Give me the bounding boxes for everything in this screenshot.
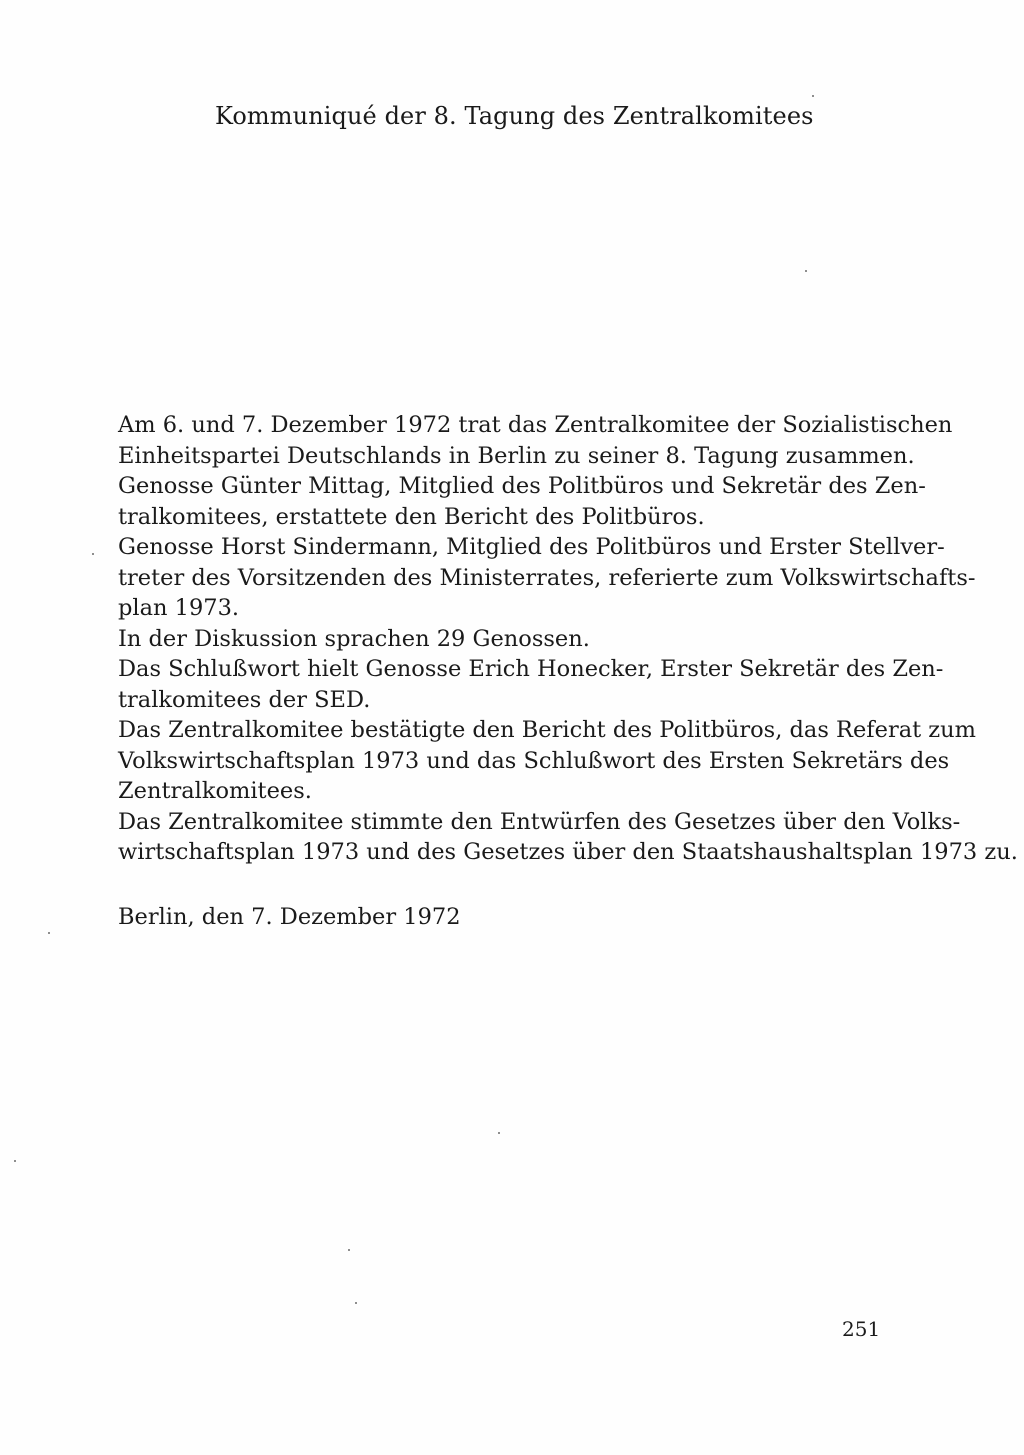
text-line: Zentralkomitees. (118, 778, 312, 804)
text-line: Am 6. und 7. Dezember 1972 trat das Zentralkomitee der Sozialistischen (118, 412, 953, 438)
text-line: plan 1973. (118, 595, 240, 621)
text-line: Das Zentralkomitee bestätigte den Bericht des Politbüros, das Referat zum (118, 717, 976, 743)
text-line: Volkswirtschaftsplan 1973 und das Schlußwort des Ersten Sekretärs des (118, 747, 950, 774)
paragraph-5 (118, 654, 944, 715)
text-line: Das Zentralkomitee stimmte den Entwürfen des Gesetzes über den Volks- (118, 808, 961, 835)
paragraph-6 (118, 715, 976, 807)
text-line: Einheitspartei Deutschlands in Berlin zu seiner 8. Tagung zusammen. (118, 442, 915, 469)
paragraph-1 (118, 410, 953, 471)
text-line: tralkomitees der SED. (118, 686, 371, 713)
scan-speck (498, 1132, 500, 1134)
paragraph-3 (118, 532, 976, 624)
scan-speck (14, 1160, 16, 1162)
scan-speck (805, 270, 807, 272)
text-line: Das Schlußwort hielt Genosse Erich Honecker, Erster Sekretär des Zen- (118, 656, 944, 682)
text-line: Genosse Günter Mittag, Mitglied des Politbüros und Sekretär des Zen- (118, 473, 926, 499)
scan-speck (92, 553, 94, 555)
page-title: Kommuniqué der 8. Tagung des Zentralkomitees (215, 102, 814, 130)
scan-speck (348, 1249, 350, 1251)
page-number: 251 (842, 1317, 881, 1341)
closing-date: Berlin, den 7. Dezember 1972 (118, 904, 461, 930)
paragraph-2 (118, 471, 926, 532)
paragraph-4 (118, 624, 898, 655)
text-line: tralkomitees, erstattete den Bericht des Politbüros. (118, 503, 705, 530)
scan-speck (812, 95, 814, 97)
text-line: In der Diskussion sprachen 29 Genossen. (118, 625, 590, 652)
text-line: Genosse Horst Sindermann, Mitglied des Politbüros und Erster Stellver- (118, 534, 945, 560)
scan-speck (355, 1302, 357, 1304)
paragraph-7 (118, 807, 1018, 868)
scan-speck (48, 932, 50, 934)
text-line: wirtschaftsplan 1973 und des Gesetzes über den Staatshaushaltsplan 1973 zu. (118, 839, 1018, 865)
text-line: treter des Vorsitzenden des Ministerrates, referierte zum Volkswirtschafts- (118, 564, 976, 591)
communique-body (118, 410, 1018, 868)
